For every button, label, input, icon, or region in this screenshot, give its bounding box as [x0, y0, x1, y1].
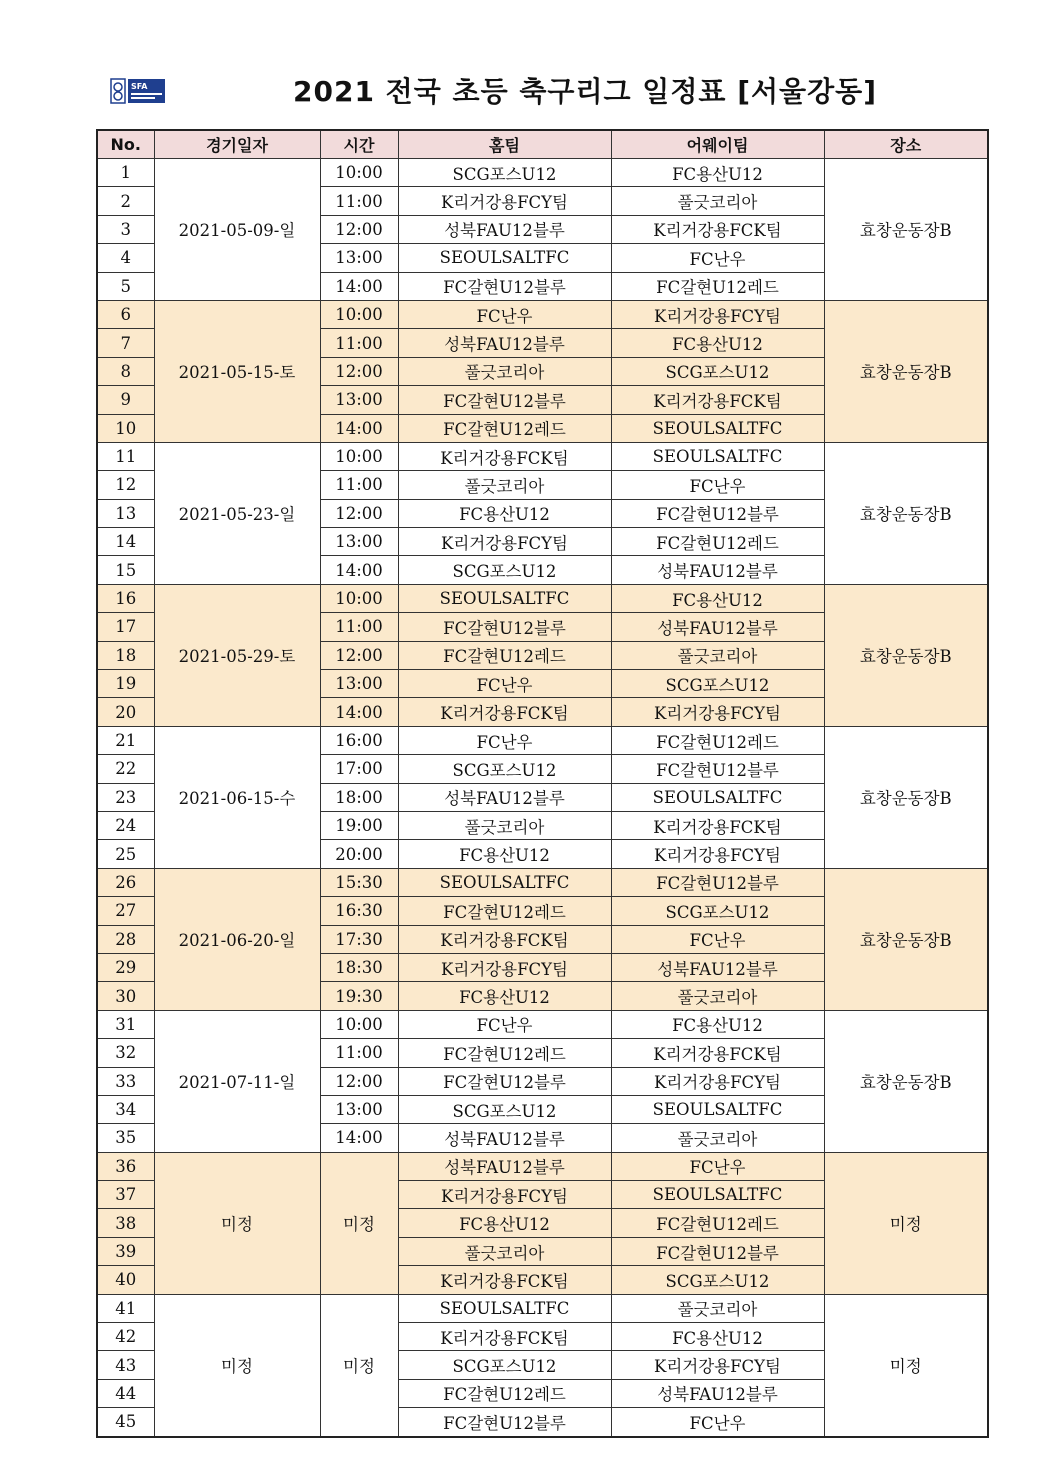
home-team-cell: K리거강용FCK팀 — [398, 442, 611, 470]
away-team-cell: FC용산U12 — [611, 584, 824, 612]
home-team-cell: SEOULSALTFC — [398, 1294, 611, 1322]
away-team-cell: 풀긋코리아 — [611, 1124, 824, 1152]
home-team-cell: K리거강용FCY팀 — [398, 1181, 611, 1209]
venue-cell: 효창운동장B — [824, 584, 988, 726]
match-no-cell: 44 — [97, 1379, 154, 1407]
column-header-no: No. — [97, 130, 154, 159]
home-team-cell: K리거강용FCY팀 — [398, 953, 611, 981]
away-team-cell: K리거강용FCY팀 — [611, 1067, 824, 1095]
venue-cell: 효창운동장B — [824, 1010, 988, 1152]
match-date-cell: 2021-07-11-일 — [154, 1010, 320, 1152]
home-team-cell: FC갈현U12블루 — [398, 1408, 611, 1437]
match-time-cell: 14:00 — [320, 1124, 398, 1152]
venue-cell: 미정 — [824, 1152, 988, 1294]
match-time-cell: 11:00 — [320, 471, 398, 499]
away-team-cell: K리거강용FCY팀 — [611, 840, 824, 868]
table-row — [97, 584, 988, 612]
away-team-cell: 성북FAU12블루 — [611, 613, 824, 641]
away-team-cell: K리거강용FCY팀 — [611, 698, 824, 726]
home-team-cell: 풀긋코리아 — [398, 811, 611, 839]
match-date-cell: 2021-06-15-수 — [154, 726, 320, 868]
match-no-cell: 11 — [97, 442, 154, 470]
match-no-cell: 7 — [97, 329, 154, 357]
away-team-cell: 풀긋코리아 — [611, 1294, 824, 1322]
away-team-cell: K리거강용FCY팀 — [611, 1351, 824, 1379]
home-team-cell: 성북FAU12블루 — [398, 215, 611, 243]
away-team-cell: K리거강용FCY팀 — [611, 300, 824, 328]
match-date-cell: 미정 — [154, 1294, 320, 1436]
match-no-cell: 41 — [97, 1294, 154, 1322]
match-no-cell: 24 — [97, 811, 154, 839]
match-time-cell: 12:00 — [320, 357, 398, 385]
away-team-cell: SCG포스U12 — [611, 357, 824, 385]
away-team-cell: FC용산U12 — [611, 1010, 824, 1038]
away-team-cell: FC용산U12 — [611, 1323, 824, 1351]
page-title: 2021 전국 초등 축구리그 일정표 [서울강동] — [293, 75, 877, 108]
match-time-cell: 18:30 — [320, 953, 398, 981]
match-time-cell: 10:00 — [320, 159, 398, 187]
match-no-cell: 43 — [97, 1351, 154, 1379]
column-header-away: 어웨이팀 — [611, 130, 824, 159]
home-team-cell: FC갈현U12레드 — [398, 641, 611, 669]
home-team-cell: SCG포스U12 — [398, 556, 611, 584]
home-team-cell: FC갈현U12블루 — [398, 1067, 611, 1095]
match-time-cell: 12:00 — [320, 215, 398, 243]
away-team-cell: FC용산U12 — [611, 159, 824, 187]
home-team-cell: FC용산U12 — [398, 982, 611, 1010]
match-no-cell: 5 — [97, 272, 154, 300]
away-team-cell: FC난우 — [611, 471, 824, 499]
match-time-cell: 11:00 — [320, 1039, 398, 1067]
home-team-cell: K리거강용FCY팀 — [398, 528, 611, 556]
match-time-cell: 10:00 — [320, 584, 398, 612]
home-team-cell: 풀긋코리아 — [398, 471, 611, 499]
home-team-cell: K리거강용FCK팀 — [398, 698, 611, 726]
home-team-cell: FC난우 — [398, 726, 611, 754]
away-team-cell: FC난우 — [611, 1152, 824, 1180]
home-team-cell: SEOULSALTFC — [398, 584, 611, 612]
match-time-cell: 13:00 — [320, 386, 398, 414]
table-row — [97, 442, 988, 470]
match-no-cell: 13 — [97, 499, 154, 527]
away-team-cell: K리거강용FCK팀 — [611, 811, 824, 839]
column-header-date: 경기일자 — [154, 130, 320, 159]
match-time-cell: 16:30 — [320, 897, 398, 925]
away-team-cell: FC갈현U12블루 — [611, 1237, 824, 1265]
away-team-cell: K리거강용FCK팀 — [611, 1039, 824, 1067]
away-team-cell: SEOULSALTFC — [611, 442, 824, 470]
home-team-cell: SCG포스U12 — [398, 159, 611, 187]
match-no-cell: 30 — [97, 982, 154, 1010]
match-time-cell: 10:00 — [320, 300, 398, 328]
match-no-cell: 19 — [97, 670, 154, 698]
home-team-cell: K리거강용FCK팀 — [398, 925, 611, 953]
sfa-logo-icon — [110, 78, 166, 104]
home-team-cell: FC난우 — [398, 1010, 611, 1038]
match-no-cell: 10 — [97, 414, 154, 442]
home-team-cell: 성북FAU12블루 — [398, 1124, 611, 1152]
match-no-cell: 42 — [97, 1323, 154, 1351]
match-no-cell: 29 — [97, 953, 154, 981]
table-row — [97, 300, 988, 328]
match-no-cell: 20 — [97, 698, 154, 726]
match-time-cell: 19:00 — [320, 811, 398, 839]
match-no-cell: 36 — [97, 1152, 154, 1180]
match-no-cell: 23 — [97, 783, 154, 811]
match-no-cell: 45 — [97, 1408, 154, 1437]
away-team-cell: FC갈현U12레드 — [611, 726, 824, 754]
venue-cell: 효창운동장B — [824, 726, 988, 868]
table-row — [97, 1010, 988, 1038]
match-no-cell: 34 — [97, 1095, 154, 1123]
match-no-cell: 17 — [97, 613, 154, 641]
match-time-cell: 19:30 — [320, 982, 398, 1010]
match-time-cell: 13:00 — [320, 244, 398, 272]
match-time-cell: 미정 — [320, 1294, 398, 1436]
away-team-cell: K리거강용FCK팀 — [611, 386, 824, 414]
schedule-body — [97, 159, 988, 1437]
match-no-cell: 16 — [97, 584, 154, 612]
match-no-cell: 31 — [97, 1010, 154, 1038]
home-team-cell: SEOULSALTFC — [398, 868, 611, 896]
match-time-cell: 13:00 — [320, 670, 398, 698]
match-time-cell: 12:00 — [320, 641, 398, 669]
home-team-cell: FC용산U12 — [398, 499, 611, 527]
home-team-cell: FC용산U12 — [398, 840, 611, 868]
match-time-cell: 10:00 — [320, 442, 398, 470]
match-time-cell: 16:00 — [320, 726, 398, 754]
home-team-cell: K리거강용FCK팀 — [398, 1323, 611, 1351]
home-team-cell: FC난우 — [398, 670, 611, 698]
match-date-cell: 미정 — [154, 1152, 320, 1294]
column-header-venue: 장소 — [824, 130, 988, 159]
away-team-cell: SCG포스U12 — [611, 1266, 824, 1294]
home-team-cell: 성북FAU12블루 — [398, 783, 611, 811]
schedule-table — [96, 129, 989, 1438]
away-team-cell: 풀긋코리아 — [611, 641, 824, 669]
away-team-cell: FC용산U12 — [611, 329, 824, 357]
venue-cell: 미정 — [824, 1294, 988, 1436]
venue-cell: 효창운동장B — [824, 159, 988, 301]
away-team-cell: FC갈현U12블루 — [611, 868, 824, 896]
logo-subtext: Seoul Football Association — [110, 78, 124, 79]
match-time-cell: 12:00 — [320, 1067, 398, 1095]
away-team-cell: FC난우 — [611, 244, 824, 272]
match-time-cell: 13:00 — [320, 1095, 398, 1123]
match-time-cell: 17:00 — [320, 755, 398, 783]
match-time-cell: 17:30 — [320, 925, 398, 953]
match-no-cell: 4 — [97, 244, 154, 272]
match-date-cell: 2021-05-15-토 — [154, 300, 320, 442]
home-team-cell: FC갈현U12레드 — [398, 897, 611, 925]
venue-cell: 효창운동장B — [824, 868, 988, 1010]
match-time-cell: 20:00 — [320, 840, 398, 868]
away-team-cell: FC갈현U12블루 — [611, 755, 824, 783]
home-team-cell: SEOULSALTFC — [398, 244, 611, 272]
home-team-cell: FC용산U12 — [398, 1209, 611, 1237]
table-row — [97, 868, 988, 896]
home-team-cell: FC갈현U12블루 — [398, 386, 611, 414]
home-team-cell: SCG포스U12 — [398, 1351, 611, 1379]
logo-text: SFA — [131, 82, 148, 91]
home-team-cell: SCG포스U12 — [398, 755, 611, 783]
match-no-cell: 25 — [97, 840, 154, 868]
match-date-cell: 2021-05-09-일 — [154, 159, 320, 301]
away-team-cell: FC난우 — [611, 925, 824, 953]
match-no-cell: 12 — [97, 471, 154, 499]
match-no-cell: 8 — [97, 357, 154, 385]
match-no-cell: 33 — [97, 1067, 154, 1095]
match-no-cell: 32 — [97, 1039, 154, 1067]
page-header — [0, 64, 1042, 120]
match-time-cell: 11:00 — [320, 187, 398, 215]
away-team-cell: K리거강용FCK팀 — [611, 215, 824, 243]
match-date-cell: 2021-05-29-토 — [154, 584, 320, 726]
match-no-cell: 3 — [97, 215, 154, 243]
match-time-cell: 14:00 — [320, 414, 398, 442]
away-team-cell: 풀긋코리아 — [611, 982, 824, 1010]
home-team-cell: 성북FAU12블루 — [398, 329, 611, 357]
match-time-cell: 11:00 — [320, 613, 398, 641]
match-time-cell: 14:00 — [320, 698, 398, 726]
match-time-cell: 11:00 — [320, 329, 398, 357]
match-no-cell: 9 — [97, 386, 154, 414]
away-team-cell: 풀긋코리아 — [611, 187, 824, 215]
table-row — [97, 726, 988, 754]
home-team-cell: 풀긋코리아 — [398, 1237, 611, 1265]
match-no-cell: 35 — [97, 1124, 154, 1152]
match-time-cell: 14:00 — [320, 556, 398, 584]
match-no-cell: 37 — [97, 1181, 154, 1209]
away-team-cell: 성북FAU12블루 — [611, 953, 824, 981]
match-no-cell: 2 — [97, 187, 154, 215]
match-no-cell: 28 — [97, 925, 154, 953]
venue-cell: 효창운동장B — [824, 300, 988, 442]
home-team-cell: FC갈현U12블루 — [398, 613, 611, 641]
match-no-cell: 15 — [97, 556, 154, 584]
away-team-cell: FC갈현U12레드 — [611, 272, 824, 300]
home-team-cell: K리거강용FCK팀 — [398, 1266, 611, 1294]
away-team-cell: FC갈현U12레드 — [611, 1209, 824, 1237]
match-no-cell: 39 — [97, 1237, 154, 1265]
table-row — [97, 159, 988, 187]
away-team-cell: SCG포스U12 — [611, 670, 824, 698]
match-time-cell: 14:00 — [320, 272, 398, 300]
match-no-cell: 1 — [97, 159, 154, 187]
match-date-cell: 2021-05-23-일 — [154, 442, 320, 584]
away-team-cell: 성북FAU12블루 — [611, 1379, 824, 1407]
home-team-cell: FC난우 — [398, 300, 611, 328]
match-no-cell: 38 — [97, 1209, 154, 1237]
match-date-cell: 2021-06-20-일 — [154, 868, 320, 1010]
match-time-cell: 미정 — [320, 1152, 398, 1294]
match-time-cell: 18:00 — [320, 783, 398, 811]
table-header-row — [97, 130, 988, 159]
match-no-cell: 18 — [97, 641, 154, 669]
away-team-cell: FC갈현U12블루 — [611, 499, 824, 527]
away-team-cell: SEOULSALTFC — [611, 783, 824, 811]
away-team-cell: SEOULSALTFC — [611, 1181, 824, 1209]
match-time-cell: 15:30 — [320, 868, 398, 896]
table-row — [97, 1152, 988, 1180]
home-team-cell: 성북FAU12블루 — [398, 1152, 611, 1180]
home-team-cell: FC갈현U12레드 — [398, 1039, 611, 1067]
away-team-cell: SEOULSALTFC — [611, 414, 824, 442]
away-team-cell: FC갈현U12레드 — [611, 528, 824, 556]
match-no-cell: 40 — [97, 1266, 154, 1294]
table-row — [97, 1294, 988, 1322]
away-team-cell: SEOULSALTFC — [611, 1095, 824, 1123]
column-header-home: 홈팀 — [398, 130, 611, 159]
match-time-cell: 10:00 — [320, 1010, 398, 1038]
match-no-cell: 6 — [97, 300, 154, 328]
match-no-cell: 21 — [97, 726, 154, 754]
away-team-cell: FC난우 — [611, 1408, 824, 1437]
away-team-cell: SCG포스U12 — [611, 897, 824, 925]
home-team-cell: 풀긋코리아 — [398, 357, 611, 385]
column-header-time: 시간 — [320, 130, 398, 159]
match-no-cell: 26 — [97, 868, 154, 896]
venue-cell: 효창운동장B — [824, 442, 988, 584]
match-no-cell: 27 — [97, 897, 154, 925]
match-time-cell: 13:00 — [320, 528, 398, 556]
match-no-cell: 14 — [97, 528, 154, 556]
away-team-cell: 성북FAU12블루 — [611, 556, 824, 584]
match-no-cell: 22 — [97, 755, 154, 783]
home-team-cell: K리거강용FCY팀 — [398, 187, 611, 215]
home-team-cell: FC갈현U12레드 — [398, 414, 611, 442]
home-team-cell: FC갈현U12블루 — [398, 272, 611, 300]
match-time-cell: 12:00 — [320, 499, 398, 527]
home-team-cell: FC갈현U12레드 — [398, 1379, 611, 1407]
home-team-cell: SCG포스U12 — [398, 1095, 611, 1123]
